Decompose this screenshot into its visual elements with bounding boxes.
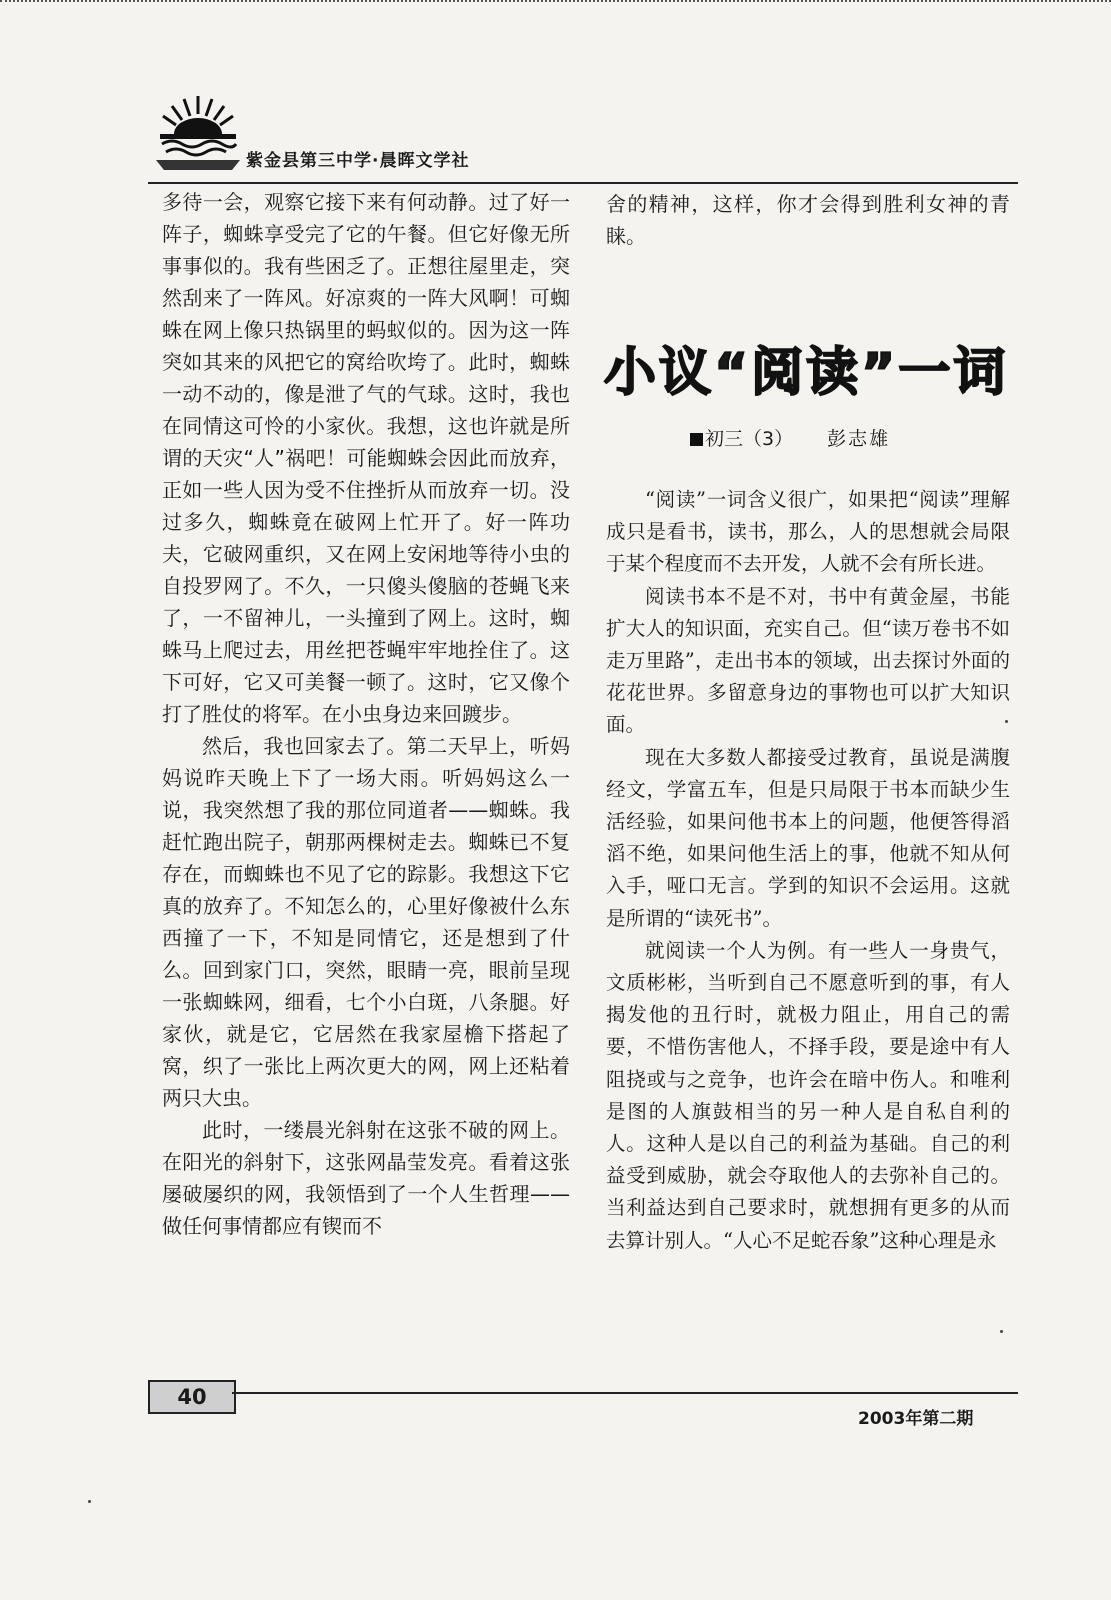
magazine-name: 紫金县第三中学·晨晖文学社 bbox=[246, 151, 470, 171]
page-number: 40 bbox=[148, 1380, 236, 1414]
author-class: 初三（3） bbox=[705, 428, 794, 450]
paragraph: 现在大多数人都接受过教育，虽说是满腹经文，学富五车，但是只局限于书本而缺少生活经验，如果问他书本上的问题，他便答得滔滔不绝，如果问他生活上的事，他就不知从何入手，哑口无言。学到的知识不会运用。这就是所谓的“读死书”。 bbox=[606, 745, 1010, 930]
paragraph: 阅读书本不是不对，书中有黄金屋，书能扩大人的知识面，充实自己。但“读万卷书不如走万里路”，走出书本的领域，出去探讨外面的花花世界。多留意身边的事物也可以扩大知识面。 bbox=[606, 584, 1010, 737]
left-column bbox=[162, 186, 570, 1242]
paragraph: 就阅读一个人为例。有一些人一身贵气，文质彬彬，当听到自己不愿意听到的事，有人揭发他的丑行时，就极力阻止，用自己的需要，不惜伤害他人，不择手段，要是途中有人阻挠或与之竞争，也许会在暗中伤人。和唯利是图的人旗鼓相当的另一种人是自私自利的人。这种人是以自己的利益为基础。自己的利益受到威胁，就会夺取他人的去弥补自己的。当利益达到自己要求时，就想拥有更多的从而去算计别人。“人心不足蛇吞象”这种心理是永 bbox=[606, 938, 1010, 1252]
right-column bbox=[606, 188, 1010, 252]
paragraph: 然后，我也回家去了。第二天早上，听妈妈说昨天晚上下了一场大雨。听妈妈这么一说，我突然想了我的那位同道者——蜘蛛。我赶忙跑出院子，朝那两棵树走去。蜘蛛已不复存在，而蜘蛛也不见了它的踪影。我想这下它真的放弃了。不知怎么的，心里好像被什么东西撞了一下，不知是同情它，还是想到了什么。回到家门口，突然，眼睛一亮，眼前呈现一张蜘蛛网，细看，七个小白斑，八条腿。好家伙，就是它，它居然在我家屋檐下搭起了窝，织了一张比上两次更大的网，网上还粘着两只大虫。 bbox=[162, 734, 570, 1110]
byline bbox=[690, 424, 890, 451]
article-title: 小议“阅读”一词 bbox=[604, 343, 1009, 403]
footer-rule bbox=[232, 1392, 1018, 1394]
header-rule bbox=[148, 182, 1018, 184]
paragraph: “阅读”一词含义很广，如果把“阅读”理解成只是看书，读书，那么，人的思想就会局限于某个程度而不去开发，人就不会有所长进。 bbox=[606, 488, 1010, 576]
speck bbox=[1000, 1330, 1003, 1333]
paragraph: 多待一会，观察它接下来有何动静。过了好一阵子，蜘蛛享受完了它的午餐。但它好像无所事事似的。我有些困乏了。正想往屋里走，突然刮来了一阵风。好凉爽的一阵大风啊！可蜘蛛在网上像只热锅里的蚂蚁似的。因为这一阵突如其来的风把它的窝给吹垮了。此时，蜘蛛一动不动的，像是泄了气的气球。这时，我也在同情这可怜的小家伙。我想，这也许就是所谓的天灾“人”祸吧！可能蜘蛛会因此而放弃，正如一些人因为受不住挫折从而放弃一切。没过多久，蜘蛛竟在破网上忙开了。好一阵功夫，它破网重织，又在网上安闲地等待小虫的自投罗网了。不久，一只傻头傻脑的苍蝇飞来了，一不留神儿，一头撞到了网上。这时，蜘蛛马上爬过去，用丝把苍蝇牢牢地拴住了。这下可好，它又可美餐一顿了。这时，它又像个打了胜仗的将军。在小虫身边来回踱步。 bbox=[162, 190, 570, 726]
speck bbox=[1005, 720, 1008, 723]
speck bbox=[88, 1500, 91, 1503]
top-border bbox=[0, 0, 1111, 8]
paragraph: 此时，一缕晨光斜射在这张不破的网上。在阳光的斜射下，这张网晶莹发亮。看着这张屡破屡织的网，我领悟到了一个人生哲理——做任何事情都应有锲而不 bbox=[162, 1118, 570, 1238]
paragraph-continuation: 舍的精神，这样，你才会得到胜利女神的青睐。 bbox=[606, 192, 1010, 248]
square-bullet-icon bbox=[690, 433, 703, 446]
article-body bbox=[606, 484, 1010, 1257]
author-name: 彭志雄 bbox=[827, 428, 891, 450]
issue-label: 2003年第二期 bbox=[858, 1409, 974, 1429]
magazine-header bbox=[148, 92, 518, 172]
sunrise-logo-icon bbox=[148, 92, 248, 172]
